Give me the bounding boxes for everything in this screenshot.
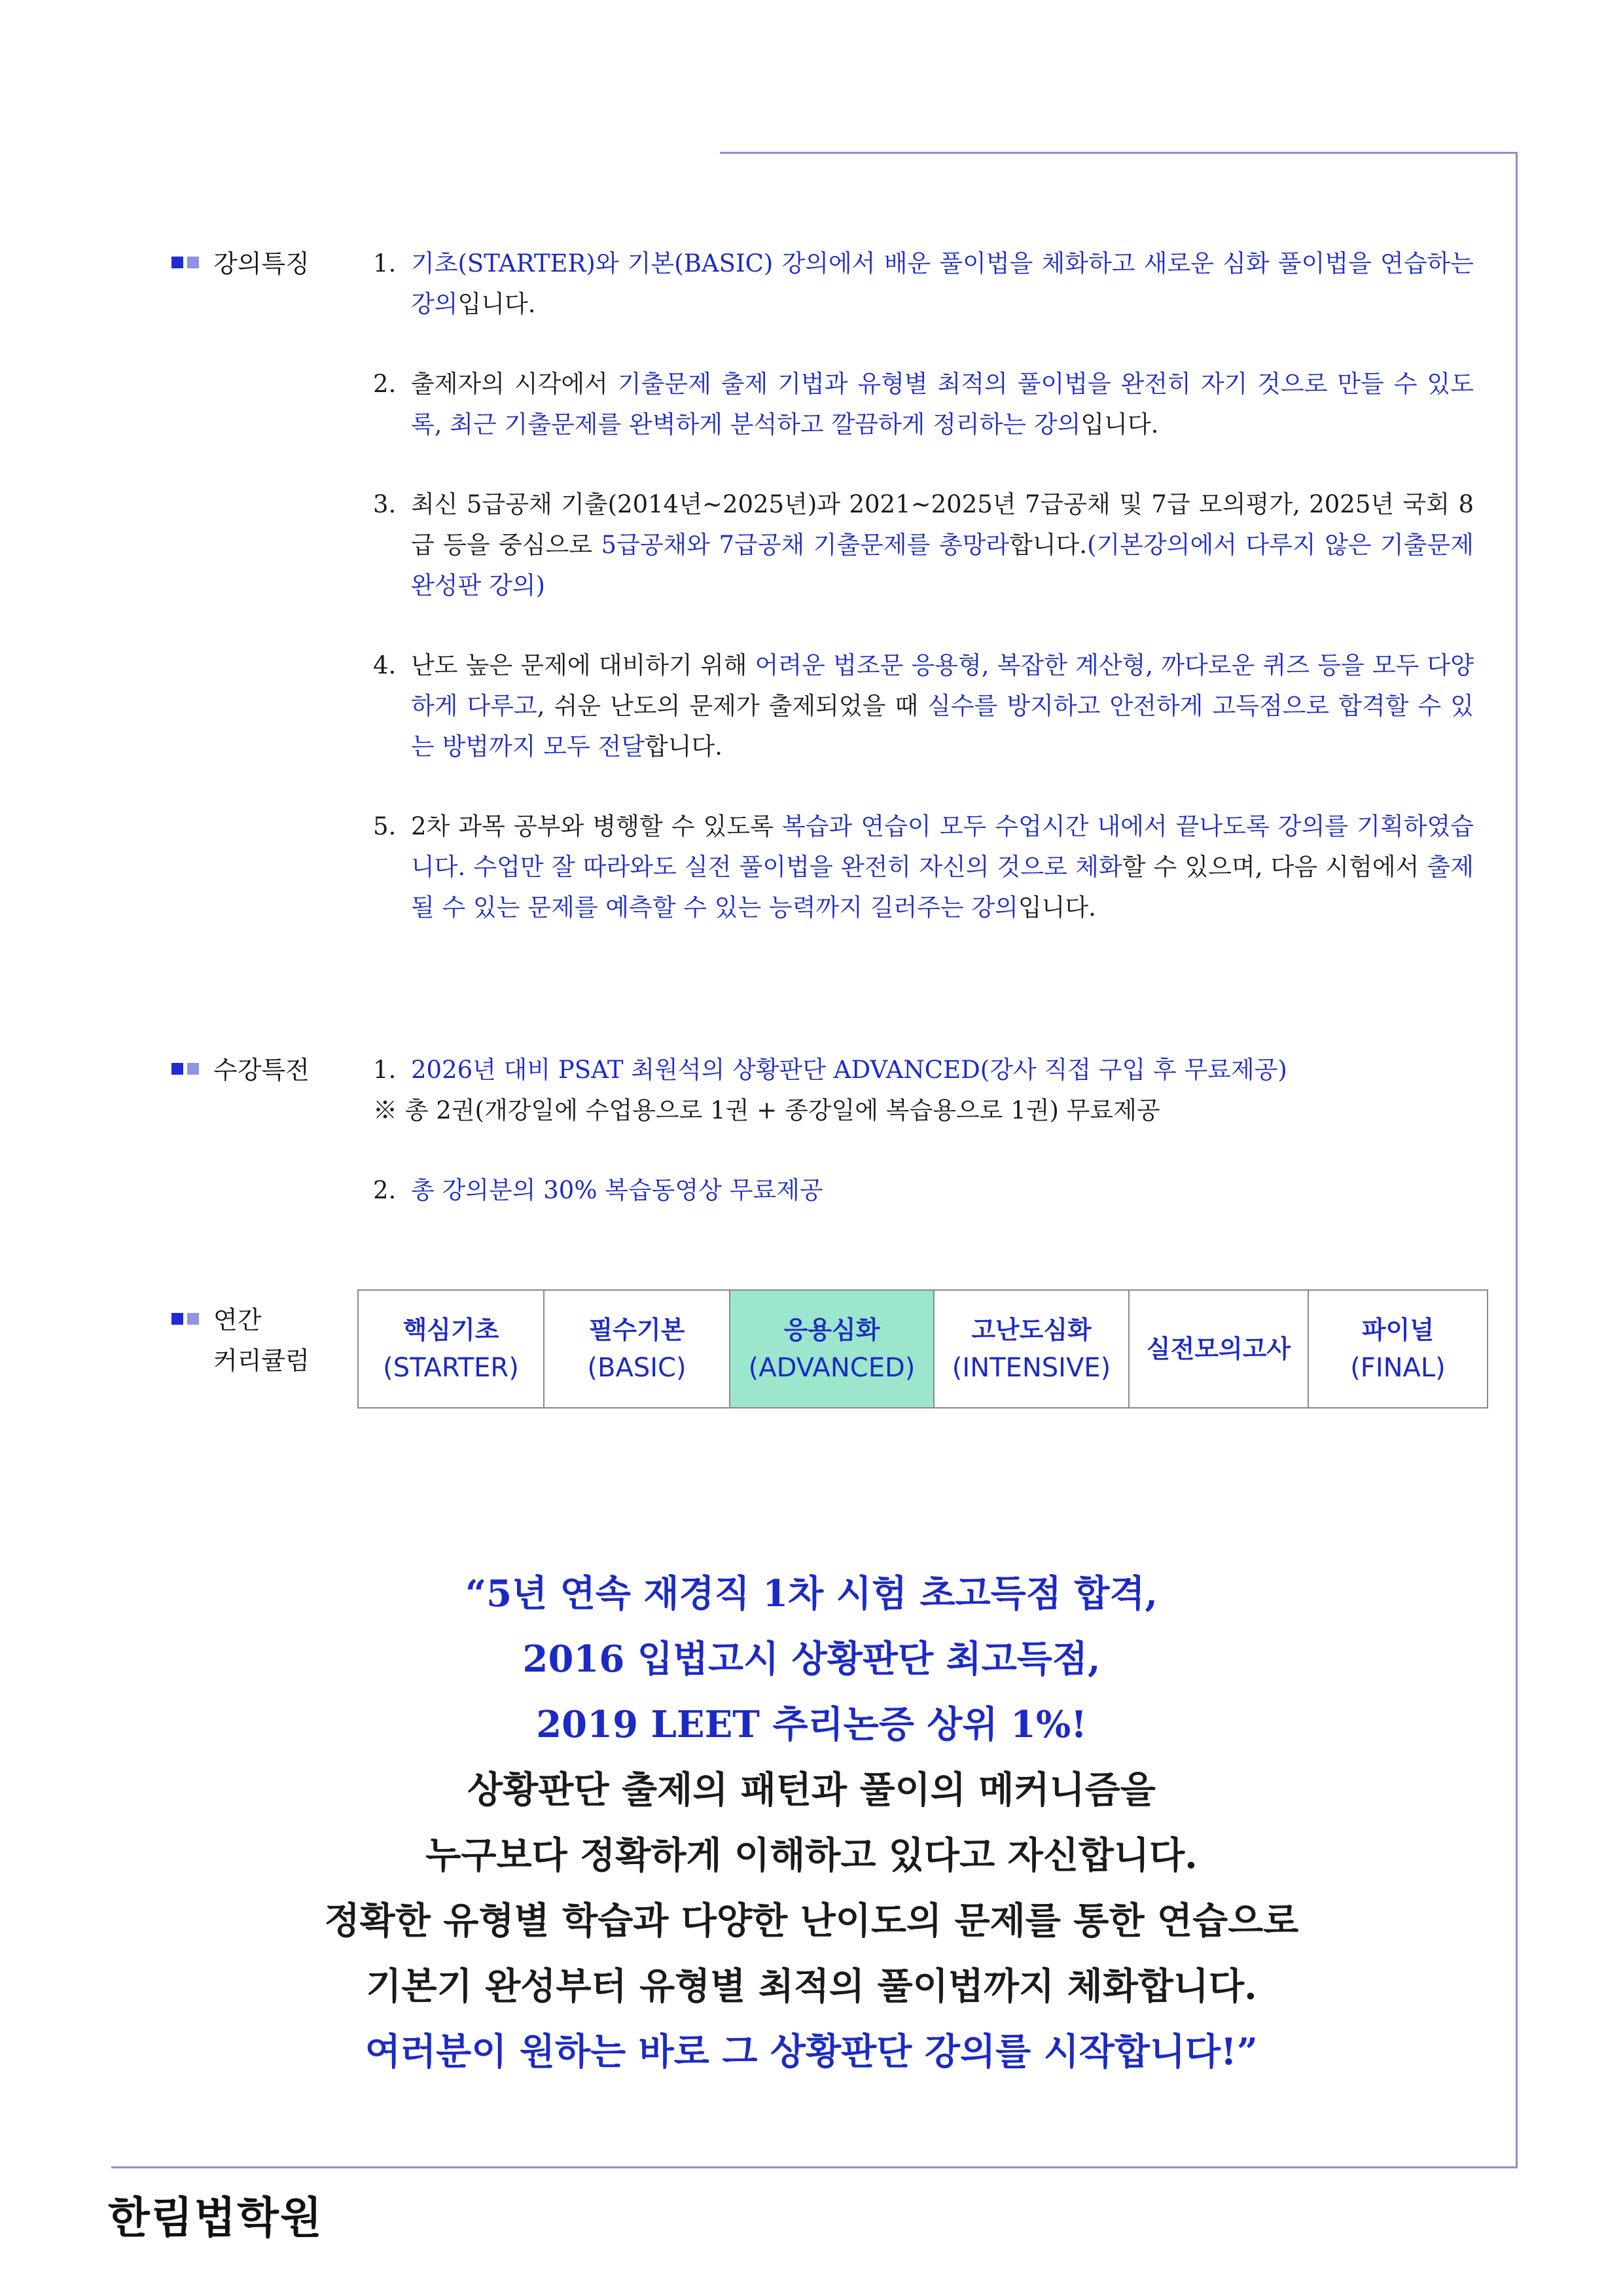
benefits-label: 수강특전 [171, 1050, 310, 1090]
curriculum-stage-final: 파이널 (FINAL) [1308, 1290, 1488, 1408]
feature-text-segment: 최신 5급공채 기출(2014년~2025년)과 2021~2025년 7급공채 및 7급 모의평가, 2025년 국회 8급 등을 중심으로 [411, 490, 1474, 559]
feature-text-segment: 어려운 법조문 응용형, 복잡한 계산형, 까다로운 퀴즈 등을 모두 다양하게 다루고 [411, 651, 1474, 720]
feature-text-segment: 5급공채와 7급공채 기출문제를 총망라 [601, 531, 1010, 559]
quote-line: 정확한 유형별 학습과 다양한 난이도의 문제를 통한 연습으로 [324, 1899, 1299, 1943]
quote-line: 상황판단 출제의 패턴과 풀이의 메커니즘을 [467, 1768, 1156, 1812]
curriculum-stage-advanced: 응용심화 (ADVANCED) [730, 1290, 934, 1408]
feature-text-segment: 난도 높은 문제에 대비하기 위해 [411, 651, 755, 679]
curriculum-stage-intensive: 고난도심화 (INTENSIVE) [934, 1290, 1129, 1408]
feature-item-2: 2. 출제자의 시각에서 기출문제 출제 기법과 유형별 최적의 풀이법을 완전히 자기 것으로 만들 수 있도록, 최근 기출문제를 완벽하게 분석하고 깔끔하게 정리하는 강의입니다. [373, 364, 1474, 445]
quote-line: “5년 연속 재경직 1차 시험 초고득점 합격, [465, 1572, 1158, 1615]
quote-line: 2019 LEET 추리논증 상위 1%! [536, 1703, 1087, 1746]
feature-text-segment: (기본강의에서 다루지 않은 기출문제 완성판 강의) [411, 531, 1474, 600]
feature-item-5: 5. 2차 과목 공부와 병행할 수 있도록 복습과 연습이 모두 수업시간 내에서 끝나도록 강의를 기획하였습니다. 수업만 잘 따라와도 실전 풀이법을 완전히 자신의 것으로 체화할 수 있으며, 다음 시험에서 출제될 수 있는 문제를 예측할 수 있는 능력까지 길러주는 강의입니다. [373, 806, 1474, 928]
feature-item-text [411, 484, 1474, 606]
benefit-item-2: 2. 총 강의분의 30% 복습동영상 무료제공 [373, 1176, 823, 1204]
bullet-squares-icon [171, 1063, 199, 1075]
curriculum-stage-starter: 핵심기초 (STARTER) [358, 1290, 544, 1408]
bullet-squares-icon [171, 257, 199, 268]
benefit-item-1: 1. 2026년 대비 PSAT 최원석의 상황판단 ADVANCED(강사 직접 구입 후 무료제공) [373, 1056, 1287, 1084]
features-label: 강의특징 [171, 243, 310, 284]
feature-text-segment: 2차 과목 공부와 병행할 수 있도록 [411, 812, 782, 840]
feature-item-1: 1. 기초(STARTER)와 기본(BASIC) 강의에서 배운 풀이법을 체화하고 새로운 심화 풀이법을 연습하는 강의입니다. [373, 243, 1474, 325]
frame-top-line [720, 152, 1517, 154]
curriculum-stage-mock-exam: 실전모의고사 [1129, 1290, 1308, 1408]
feature-text-segment: 합니다. [644, 732, 722, 761]
bullet-squares-icon [171, 1313, 199, 1325]
feature-text-segment: 복습과 연습이 모두 수업시간 내에서 끝나도록 강의를 기획하였습니다. 수업만 잘 따라와도 실전 풀이법을 완전히 자신의 것으로 체화 [411, 812, 1474, 881]
feature-text-segment: 할 수 있으며, 다음 시험에서 [1122, 853, 1427, 881]
feature-item-text [411, 806, 1474, 928]
curriculum-label: 연간 커리큘럼 [171, 1300, 310, 1381]
quote-line: 누구보다 정확하게 이해하고 있다고 자신합니다. [425, 1834, 1198, 1877]
feature-text-segment: 기초(STARTER)와 기본(BASIC) 강의에서 배운 풀이법을 체화하고 새로운 심화 풀이법을 연습하는 강의 [411, 249, 1474, 318]
feature-text-segment: 출제될 수 있는 문제를 예측할 수 있는 능력까지 길러주는 강의 [411, 853, 1474, 922]
feature-item-text [411, 645, 1474, 767]
feature-text-segment: 입니다. [1018, 893, 1096, 922]
benefit-note: ※ 총 2권(개강일에 수업용으로 1권 + 종강일에 복습용으로 1권) 무료제공 [373, 1096, 1160, 1124]
quote-line: 여러분이 원하는 바로 그 상황판단 강의를 시작합니다!” [365, 2030, 1258, 2073]
feature-item-4: 4. 난도 높은 문제에 대비하기 위해 어려운 법조문 응용형, 복잡한 계산형, 까다로운 퀴즈 등을 모두 다양하게 다루고, 쉬운 난도의 문제가 출제되었을 때 실수를 방지하고 안전하게 고득점으로 합격할 수 있는 방법까지 모두 전달합니다. [373, 645, 1474, 767]
quote-line: 기본기 완성부터 유형별 최적의 풀이법까지 체화합니다. [366, 1965, 1257, 2008]
academy-logo: 한림법학원 [108, 2193, 323, 2243]
feature-text-segment: 입니다. [1080, 410, 1159, 439]
curriculum-stage-basic: 필수기본 (BASIC) [544, 1290, 730, 1408]
feature-text-segment: 합니다. [1009, 531, 1088, 559]
curriculum-table [357, 1289, 1488, 1408]
frame-bottom-line [111, 2166, 1518, 2168]
instructor-quote [196, 1561, 1427, 2085]
feature-text-segment: 입니다. [457, 290, 536, 318]
feature-item-3: 3. 최신 5급공채 기출(2014년~2025년)과 2021~2025년 7급공채 및 7급 모의평가, 2025년 국회 8급 등을 중심으로 5급공채와 7급공채 기출문제를 총망라합니다.(기본강의에서 다루지 않은 기출문제 완성판 강의) [373, 484, 1474, 606]
feature-text-segment: , 쉬운 난도의 문제가 출제되었을 때 [537, 692, 928, 720]
feature-text-segment: 기출문제 출제 기법과 유형별 최적의 풀이법을 완전히 자기 것으로 만들 수 있도록, 최근 기출문제를 완벽하게 분석하고 깔끔하게 정리하는 강의 [411, 370, 1474, 439]
quote-line: 2016 입법고시 상황판단 최고득점, [522, 1638, 1101, 1681]
feature-item-text [411, 243, 1474, 325]
feature-text-segment: 실수를 방지하고 안전하게 고득점으로 합격할 수 있는 방법까지 모두 전달 [411, 692, 1474, 761]
frame-right-line [1516, 152, 1518, 2168]
feature-item-text [411, 364, 1474, 445]
feature-text-segment: 출제자의 시각에서 [411, 370, 618, 398]
